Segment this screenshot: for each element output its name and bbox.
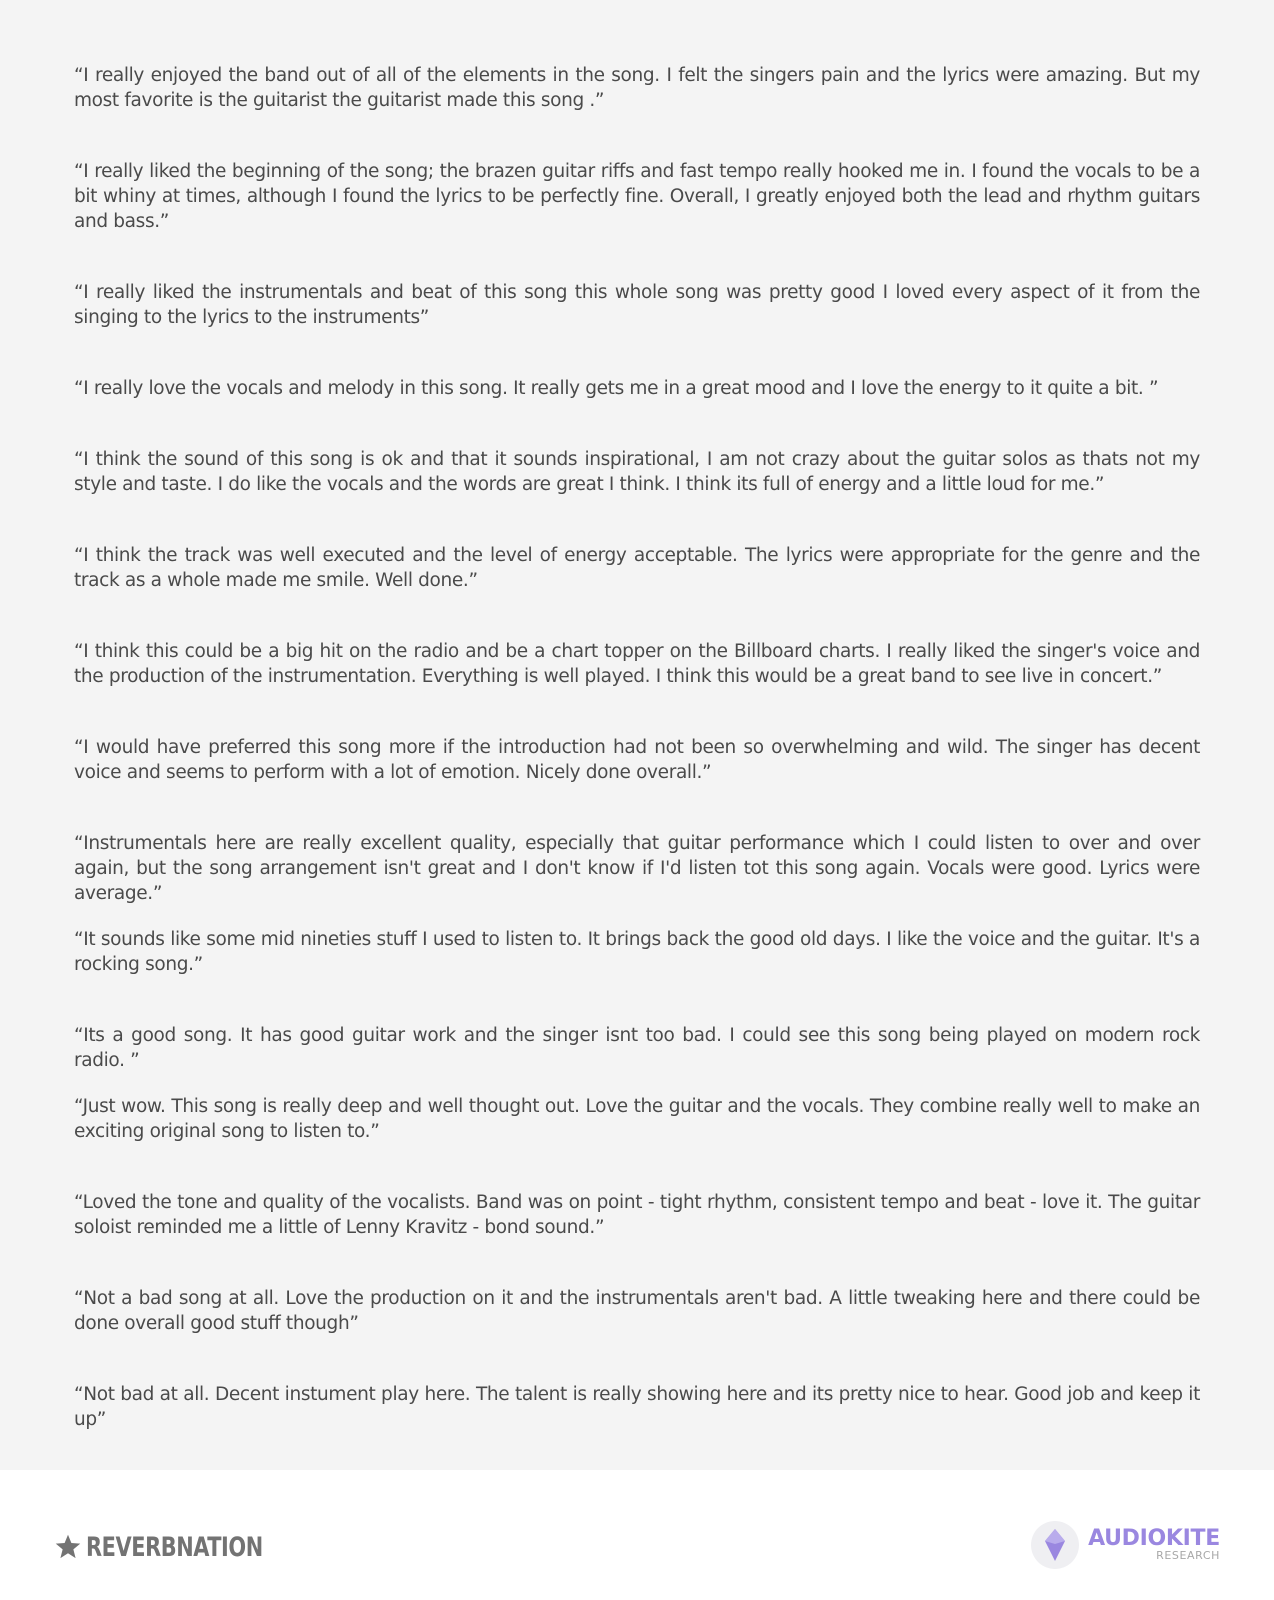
comment: “Not bad at all. Decent instument play here. The talent is really showing here and its pretty nice to hear. Good job and keep it up” — [74, 1384, 1200, 1430]
reverbnation-wordmark: REVERBNATION — [86, 1531, 263, 1563]
comment: “Instrumentals here are really excellent quality, especially that guitar performance which I could listen to over and over again, but the song arrangement isn't great and I don't know if I'd listen tot this song again. Vocals were good. Lyrics were average.” — [74, 833, 1200, 904]
comment: “I really love the vocals and melody in this song. It really gets me in a great mood and I love the energy to it quite a bit. ” — [74, 378, 1159, 399]
comment: “I think the track was well executed and the level of energy acceptable. The lyrics were appropriate for the genre and the track as a whole made me smile. Well done.” — [74, 545, 1200, 591]
kite-icon — [1030, 1520, 1080, 1570]
comment: “Not a bad song at all. Love the production on it and the instrumentals aren't bad. A little tweaking here and there could be done overall good stuff though” — [74, 1288, 1200, 1334]
comment-list — [74, 63, 1200, 1432]
comment: “I really liked the instrumentals and beat of this song this whole song was pretty good I loved every aspect of it from the singing to the lyrics to the instruments” — [74, 282, 1200, 328]
audiokite-logo — [1030, 1517, 1220, 1573]
comment: “Its a good song. It has good guitar work and the singer isnt too bad. I could see this song being played on modern rock radio. ” — [74, 1025, 1200, 1071]
reverbnation-logo — [54, 1530, 292, 1564]
comment: “Loved the tone and quality of the vocalists. Band was on point - tight rhythm, consistent tempo and beat - love it. The guitar soloist reminded me a little of Lenny Kravitz - bond sound.” — [74, 1192, 1200, 1238]
comment: “It sounds like some mid nineties stuff I used to listen to. It brings back the good old days. I like the voice and the guitar. It's a rocking song.” — [74, 929, 1200, 975]
comment: “I really liked the beginning of the song; the brazen guitar riffs and fast tempo really hooked me in. I found the vocals to be a bit whiny at times, although I found the lyrics to be perfectly fine. Overall, I greatly enjoyed both the lead and rhythm guitars and bass.” — [74, 161, 1200, 232]
audiokite-wordmark — [1088, 1528, 1220, 1562]
audiokite-name: AUDIOKITE — [1088, 1526, 1220, 1551]
star-icon — [54, 1533, 82, 1561]
comment: “I would have preferred this song more if the introduction had not been so overwhelming and wild. The singer has decent voice and seems to perform with a lot of emotion. Nicely done overall.” — [74, 737, 1200, 783]
comment: “Just wow. This song is really deep and well thought out. Love the guitar and the vocals. They combine really well to make an exciting original song to listen to.” — [74, 1096, 1200, 1142]
audiokite-subtitle: RESEARCH — [1156, 1549, 1220, 1562]
comment: “I think the sound of this song is ok and that it sounds inspirational, I am not crazy about the guitar solos as thats not my style and taste. I do like the vocals and the words are great I think. I think its full of energy and a little loud for me.” — [74, 449, 1200, 495]
comment: “I really enjoyed the band out of all of the elements in the song. I felt the singers pain and the lyrics were amazing. But my most favorite is the guitarist the guitarist made this song .” — [74, 65, 1200, 111]
comment: “I think this could be a big hit on the radio and be a chart topper on the Billboard charts. I really liked the singer's voice and the production of the instrumentation. Everything is well played. I think this would be a great band to see live in concert.” — [74, 641, 1200, 687]
